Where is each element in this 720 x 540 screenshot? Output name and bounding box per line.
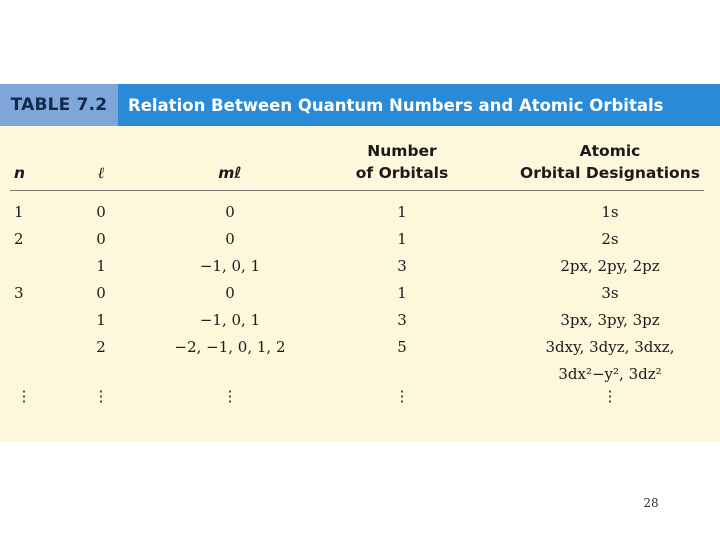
cell-ml: 0 (225, 284, 235, 302)
page-number: 28 (643, 496, 659, 510)
table-label: TABLE 7.2 (0, 84, 118, 126)
cell-designation: 3dx²−y², 3dz² (558, 365, 662, 383)
cell-count: 1 (397, 284, 407, 302)
continuation-dots-n: ⋮ (16, 387, 32, 405)
continuation-dots-designation: ⋮ (602, 387, 618, 405)
col-header-number-line1: Number (367, 142, 437, 160)
cell-designation: 2px, 2py, 2pz (560, 257, 660, 275)
continuation-dots-l: ⋮ (93, 387, 109, 405)
col-header-atomic-line1: Atomic (579, 142, 641, 160)
cell-designation: 3px, 3py, 3pz (560, 311, 660, 329)
cell-l: 0 (96, 203, 106, 221)
continuation-dots-count: ⋮ (394, 387, 410, 405)
col-header-atomic-line2: Orbital Designations (520, 164, 700, 182)
cell-designation: 3dxy, 3dyz, 3dxz, (545, 338, 675, 356)
col-header-number-line2: of Orbitals (355, 164, 449, 182)
col-header-l: ℓ (97, 164, 105, 182)
cell-ml: 0 (225, 230, 235, 248)
cell-count: 3 (397, 311, 407, 329)
cell-ml: −1, 0, 1 (199, 257, 261, 275)
cell-count: 5 (397, 338, 407, 356)
cell-ml: −1, 0, 1 (199, 311, 261, 329)
cell-l: 2 (96, 338, 106, 356)
cell-l: 0 (96, 284, 106, 302)
header-divider (10, 190, 704, 191)
cell-count: 3 (397, 257, 407, 275)
cell-n: 3 (14, 284, 24, 302)
col-header-n: n (14, 164, 26, 182)
cell-count: 1 (397, 230, 407, 248)
continuation-dots-ml: ⋮ (222, 387, 238, 405)
cell-designation: 2s (601, 230, 619, 248)
col-header-ml: mℓ (218, 164, 242, 182)
cell-l: 1 (96, 257, 106, 275)
cell-designation: 3s (601, 284, 619, 302)
cell-l: 1 (96, 311, 106, 329)
table-title: Relation Between Quantum Numbers and Atomic Orbitals (118, 84, 720, 126)
cell-n: 2 (14, 230, 24, 248)
cell-ml: 0 (225, 203, 235, 221)
cell-count: 1 (397, 203, 407, 221)
cell-designation: 1s (601, 203, 619, 221)
cell-n: 1 (14, 203, 24, 221)
cell-l: 0 (96, 230, 106, 248)
cell-ml: −2, −1, 0, 1, 2 (174, 338, 286, 356)
